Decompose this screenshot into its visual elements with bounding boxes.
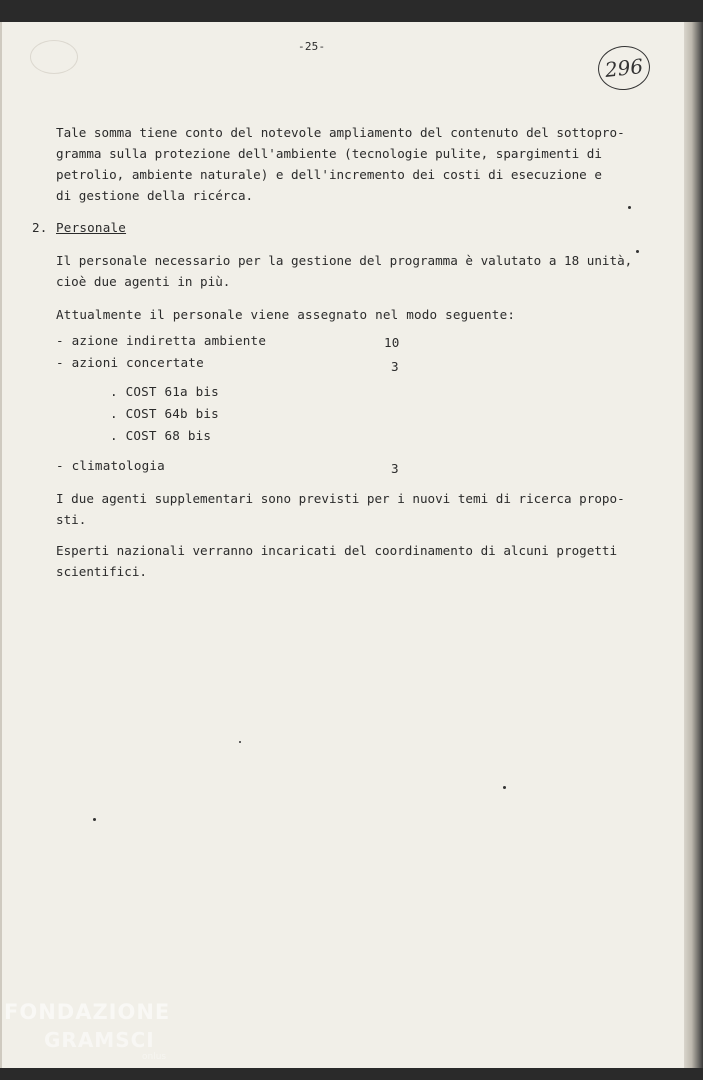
personnel-line: Il personale necessario per la gestione del programma è valutato a 18 unità, [56,253,633,268]
experts-line: Esperti nazionali verranno incaricati del coordinamento di alcuni progetti [56,543,618,558]
intro-line: Tale somma tiene conto del notevole ampliamento del contenuto del sottopro- [56,125,625,140]
allocation-label: - azione indiretta ambiente [56,333,267,348]
watermark-line1: FONDAZIONE [4,1000,171,1024]
watermark-line2: GRAMSCI [44,1028,155,1052]
intro-line: petrolio, ambiente naturale) e dell'incremento dei costi di esecuzione e [56,167,602,182]
cost-item: . COST 61a bis [110,384,219,399]
cost-item: . COST 68 bis [110,428,212,443]
speck [503,786,506,789]
ghost-stamp [30,40,78,74]
speck [239,741,241,743]
intro-line: gramma sulla protezione dell'ambiente (tecnologie pulite, spargimenti di [56,146,602,161]
section-number: 2. [32,220,48,235]
page-edge [684,22,703,1068]
allocation-value: 10 [384,335,400,350]
section-title: Personale [56,220,127,235]
cost-item: . COST 64b bis [110,406,219,421]
speck [628,206,631,209]
supplementary-line: I due agenti supplementari sono previsti per i nuovi temi di ricerca propo- [56,491,625,506]
supplementary-line: sti. [56,512,87,527]
assignment-intro: Attualmente il personale viene assegnato nel modo seguente: [56,307,516,322]
archive-page-stamp: 296 [596,43,652,92]
climatology-label: - climatologia [56,458,165,473]
personnel-paragraph [56,250,633,292]
intro-line: di gestione della ricérca. [56,188,254,203]
experts-paragraph [56,540,626,582]
speck [93,818,96,821]
speck [636,250,639,253]
personnel-line: cioè due agenti in più. [56,274,231,289]
watermark-line3: onlus [142,1052,167,1062]
header-mark: -25- [298,40,326,53]
supplementary-paragraph [56,488,626,530]
allocation-value: 3 [391,359,399,374]
climatology-value: 3 [391,461,399,476]
experts-line: scientifici. [56,564,147,579]
allocation-label: - azioni concertate [56,355,204,370]
intro-paragraph [56,122,626,206]
